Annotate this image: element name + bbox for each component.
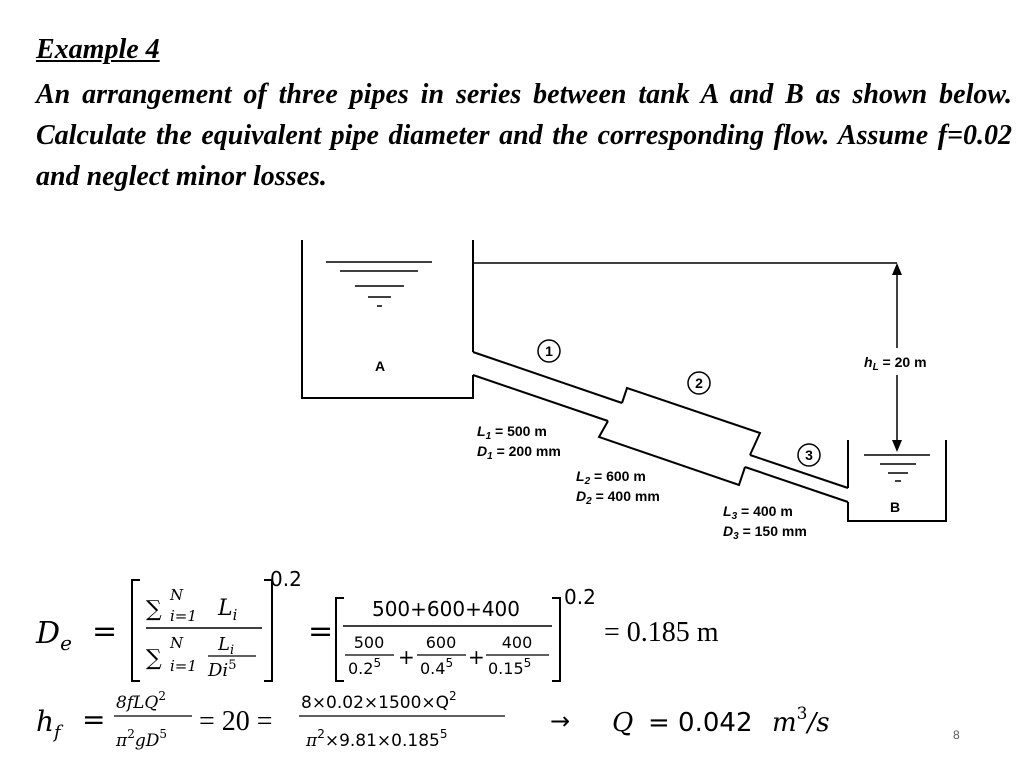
denominator-sum-upper: N — [170, 634, 184, 652]
q-value: = 0.042 — [648, 708, 753, 738]
numerator-sum: ∑ — [146, 597, 162, 622]
tank-a-label: A — [375, 358, 386, 374]
pipe-3-diameter: $D_3 = 150$ mm — [723, 523, 807, 542]
term-2-numerator: 600 — [425, 633, 457, 652]
hl-arrow-up-icon — [892, 263, 902, 275]
equivalent-diameter-equation — [35, 567, 719, 681]
q-symbol: Q — [612, 708, 634, 738]
pipe-3-length: $L_3 = 400$ m — [723, 503, 793, 522]
hf-equals: = — [82, 703, 106, 736]
pipe-2-length: $L_2 = 600$ m — [576, 468, 646, 487]
hf-denominator: $\pi^2gD^5$ — [116, 727, 167, 751]
plus-1: + — [398, 645, 415, 669]
hl-arrow-down-icon — [892, 440, 902, 452]
substituted-denominator: $\pi^2\times 9.81\times 0.185^5$ — [306, 727, 448, 751]
numerator-values: 500+600+400 — [371, 597, 521, 621]
denominator-sum-lower: i=1 — [170, 657, 197, 675]
pipe-1-diameter: $D_1 = 200$ mm — [477, 443, 561, 462]
pipe-2-top-wall — [622, 388, 760, 455]
numerator-l: $L_i$ — [218, 596, 238, 624]
pipe-2-number: 2 — [695, 375, 703, 391]
left-bracket-1 — [132, 580, 140, 681]
left-bracket-2 — [336, 598, 344, 681]
page-number: 8 — [953, 728, 960, 742]
de-result: = 0.185 m — [604, 617, 719, 648]
plus-2: + — [468, 645, 485, 669]
problem-statement: An arrangement of three pipes in series between tank A and B as shown below. Calculate the equivalent pipe diameter and the corresponding flow. Assume f=0.02 and neglect minor losses. — [36, 79, 1012, 192]
pipe-1-bottom-wall — [473, 375, 608, 421]
substituted-numerator: $8\times 0.02\times 1500\times Q^2$ — [301, 689, 457, 713]
inner-di: Di$^5$ — [208, 658, 237, 681]
hf-symbol: $h_f$ — [36, 705, 61, 743]
head-loss-label: $h_L = 20$ m — [864, 354, 927, 373]
example-title: Example 4 — [36, 34, 160, 65]
pipe-2-diameter: $D_2 = 400$ mm — [576, 488, 660, 507]
numerator-sum-upper: N — [170, 586, 184, 604]
term-3-numerator: 400 — [501, 633, 533, 652]
term-3-denominator: 0.15$^5$ — [488, 656, 532, 678]
de-equals: = — [92, 614, 118, 649]
pipe-1-number: 1 — [545, 343, 553, 359]
equals-2: = — [308, 614, 334, 649]
pipe-3-bottom-wall — [745, 467, 848, 502]
de-symbol: $D_e$ — [36, 616, 72, 655]
equals-20: = 20 = — [199, 706, 273, 737]
tank-a-outline — [302, 240, 473, 398]
q-unit: $m^3/s$ — [772, 704, 830, 738]
outer-exponent-2: 0.2 — [564, 585, 596, 609]
arrow-icon: → — [550, 707, 571, 735]
term-1-numerator: 500 — [353, 633, 385, 652]
pipe-1-top-wall — [473, 352, 622, 403]
tank-b-label: B — [890, 499, 901, 515]
term-1-denominator: $0.2^5$ — [348, 656, 382, 678]
numerator-sum-lower: i=1 — [170, 607, 197, 625]
right-bracket-1 — [264, 580, 272, 681]
outer-exponent-1: 0.2 — [270, 567, 302, 591]
head-loss-equation — [36, 689, 830, 751]
right-bracket-2 — [552, 598, 560, 681]
hf-numerator: 8fLQ$^2$ — [116, 689, 166, 713]
denominator-sum: ∑ — [146, 646, 162, 671]
pipe-1-length: $L_1 = 500$ m — [477, 423, 547, 442]
inner-l: $L_i$ — [218, 634, 235, 658]
pipe-3-number: 3 — [805, 447, 813, 463]
term-2-denominator: $0.4^5$ — [420, 656, 454, 678]
